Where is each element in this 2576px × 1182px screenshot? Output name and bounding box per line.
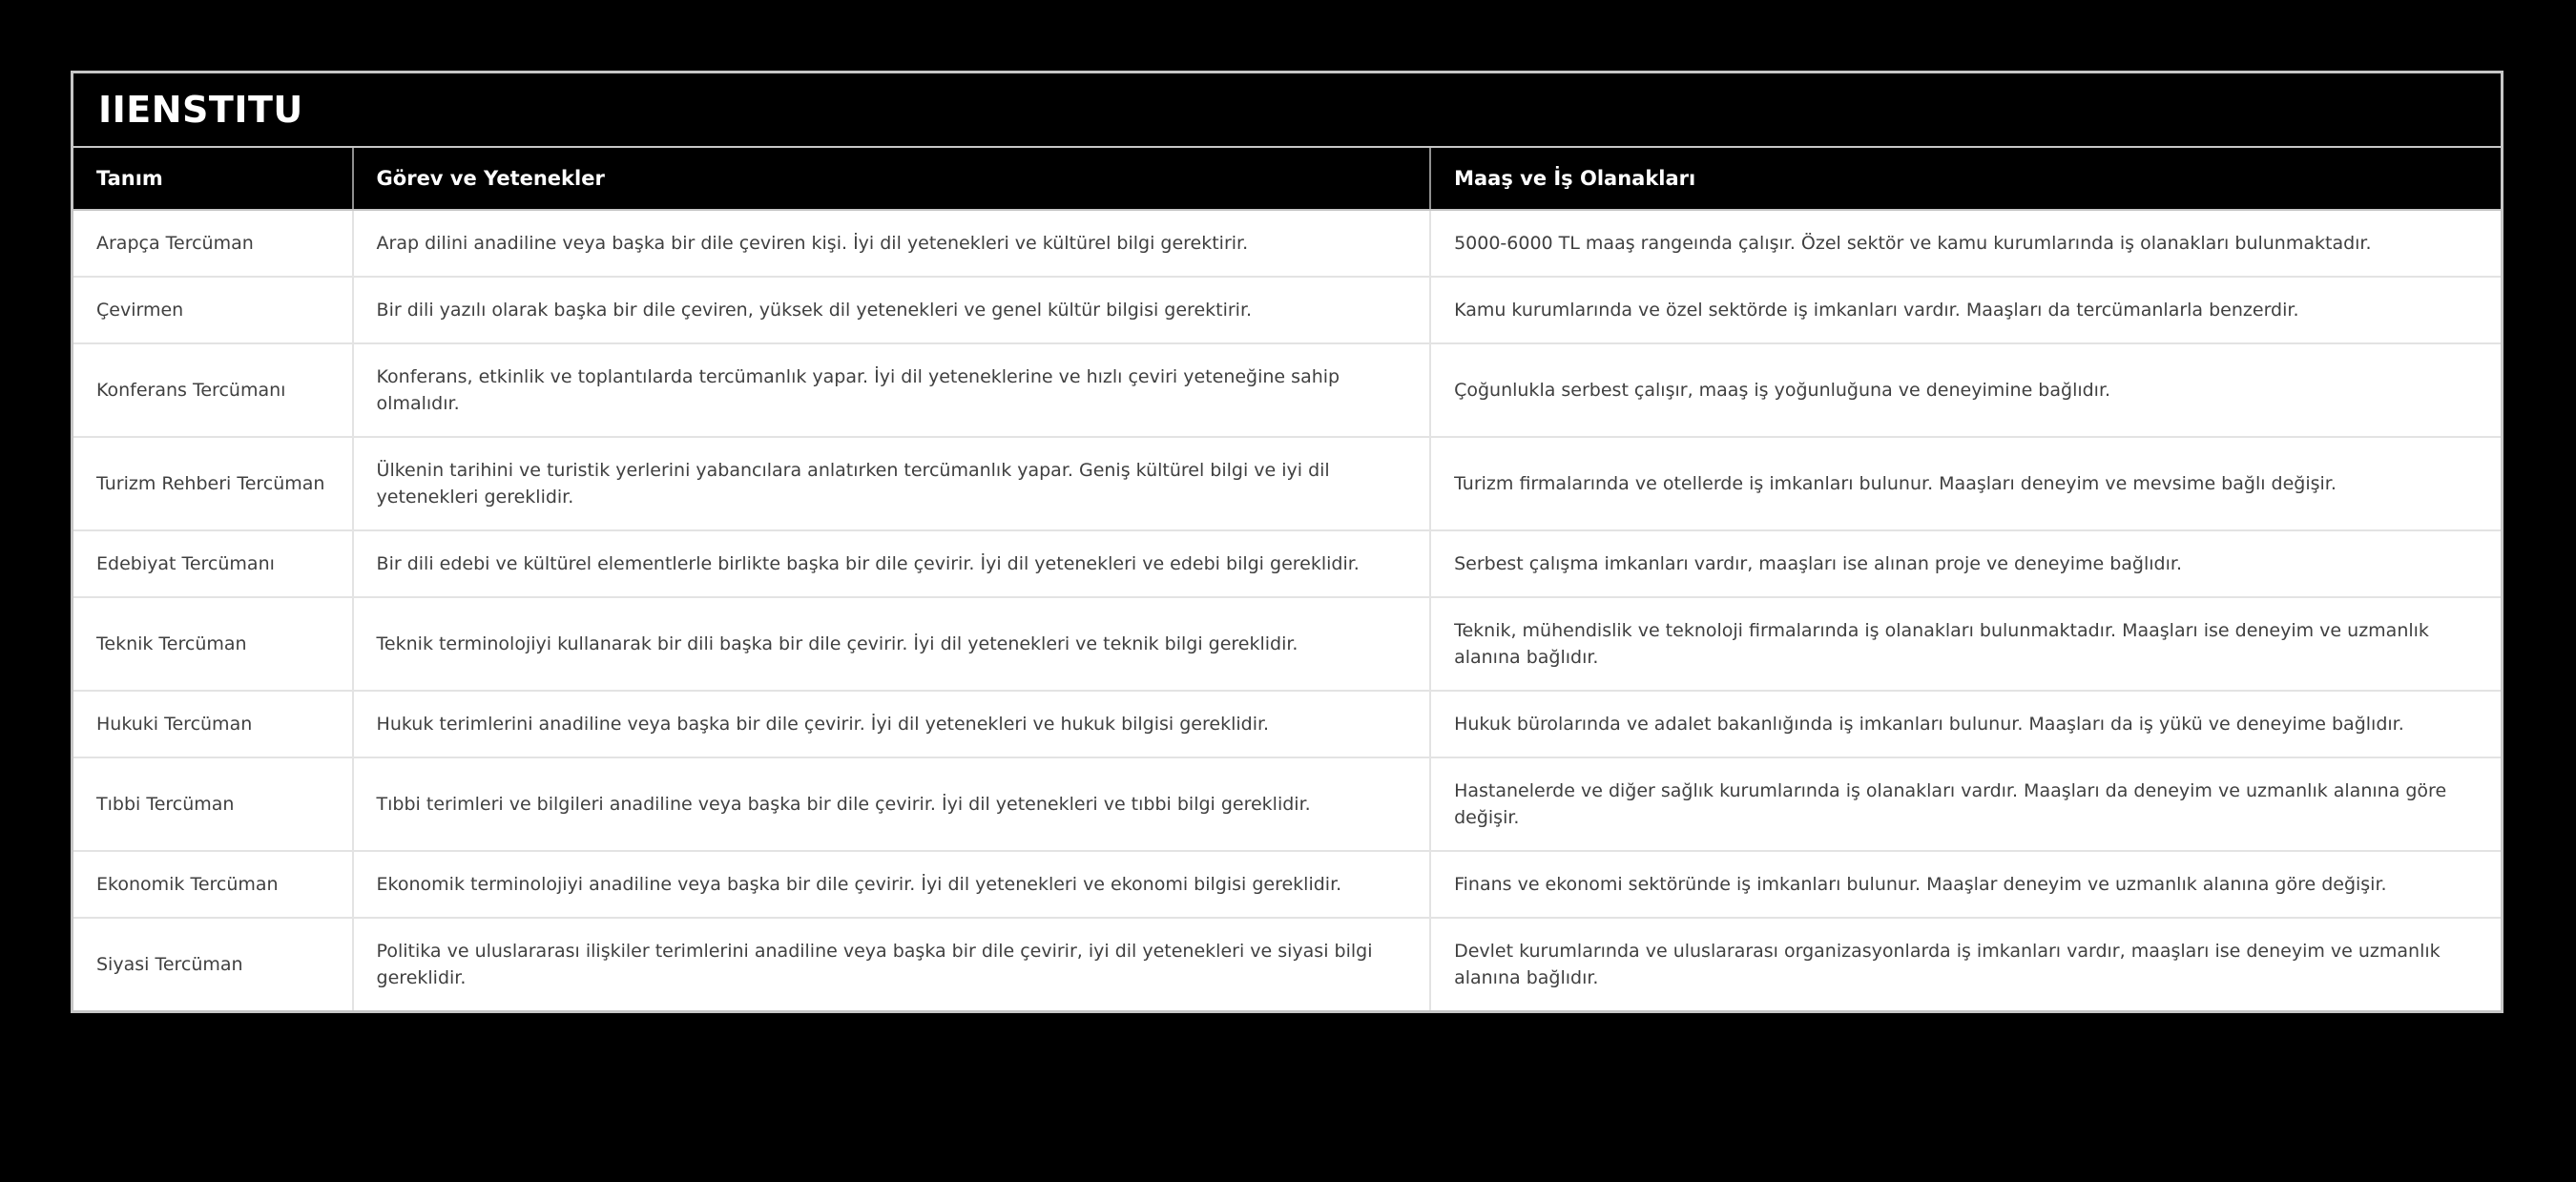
table-row [73,210,2501,277]
cell-maas: Hukuk bürolarında ve adalet bakanlığında iş imkanları bulunur. Maaşları da iş yükü ve deneyime bağlıdır. [1430,691,2501,757]
cell-tanim: Hukuki Tercüman [73,691,353,757]
header-row [73,148,2501,210]
table-row [73,691,2501,757]
cell-tanim: Siyasi Tercüman [73,918,353,1010]
table-row [73,597,2501,691]
cell-maas: Turizm firmalarında ve otellerde iş imkanları bulunur. Maaşları deneyim ve mevsime bağlı değişir. [1430,437,2501,530]
cell-gorev: Konferans, etkinlik ve toplantılarda tercümanlık yapar. İyi dil yeteneklerine ve hızlı çeviri yeteneğine sahip olmalıdır. [353,343,1431,437]
cell-gorev: Teknik terminolojiyi kullanarak bir dili başka bir dile çevirir. İyi dil yetenekleri ve teknik bilgi gereklidir. [353,597,1431,691]
cell-maas: Teknik, mühendislik ve teknoloji firmalarında iş olanakları bulunmaktadır. Maaşları ise deneyim ve uzmanlık alanına bağlıdır. [1430,597,2501,691]
table-row [73,437,2501,530]
cell-maas: Hastanelerde ve diğer sağlık kurumlarında iş olanakları vardır. Maaşları da deneyim ve uzmanlık alanına göre değişir. [1430,757,2501,851]
brand-title: IIENSTITU [98,89,303,131]
table-row [73,757,2501,851]
cell-tanim: Turizm Rehberi Tercüman [73,437,353,530]
cell-gorev: Bir dili yazılı olarak başka bir dile çeviren, yüksek dil yetenekleri ve genel kültür bilgisi gerektirir. [353,277,1431,343]
cell-maas: Serbest çalışma imkanları vardır, maaşları ise alınan proje ve deneyime bağlıdır. [1430,530,2501,597]
cell-tanim: Ekonomik Tercüman [73,851,353,918]
cell-gorev: Ülkenin tarihini ve turistik yerlerini yabancılara anlatırken tercümanlık yapar. Geniş kültürel bilgi ve iyi dil yetenekleri gereklidir. [353,437,1431,530]
cell-gorev: Bir dili edebi ve kültürel elementlerle birlikte başka bir dile çevirir. İyi dil yetenekleri ve edebi bilgi gereklidir. [353,530,1431,597]
cell-tanim: Konferans Tercümanı [73,343,353,437]
cell-maas: Çoğunlukla serbest çalışır, maaş iş yoğunluğuna ve deneyimine bağlıdır. [1430,343,2501,437]
column-header-maas: Maaş ve İş Olanakları [1430,148,2501,210]
table-card [71,71,2503,1013]
cell-tanim: Tıbbi Tercüman [73,757,353,851]
table-row [73,343,2501,437]
table-row [73,851,2501,918]
cell-tanim: Arapça Tercüman [73,210,353,277]
title-bar [73,73,2501,148]
table-row [73,530,2501,597]
cell-maas: Kamu kurumlarında ve özel sektörde iş imkanları vardır. Maaşları da tercümanlarla benzerdir. [1430,277,2501,343]
cell-gorev: Tıbbi terimleri ve bilgileri anadiline veya başka bir dile çevirir. İyi dil yetenekleri ve tıbbi bilgi gereklidir. [353,757,1431,851]
cell-maas: Finans ve ekonomi sektöründe iş imkanları bulunur. Maaşlar deneyim ve uzmanlık alanına göre değişir. [1430,851,2501,918]
cell-gorev: Ekonomik terminolojiyi anadiline veya başka bir dile çevirir. İyi dil yetenekleri ve ekonomi bilgisi gereklidir. [353,851,1431,918]
table-body [73,210,2501,1010]
cell-tanim: Edebiyat Tercümanı [73,530,353,597]
table-row [73,918,2501,1010]
cell-gorev: Hukuk terimlerini anadiline veya başka bir dile çevirir. İyi dil yetenekleri ve hukuk bilgisi gereklidir. [353,691,1431,757]
column-header-tanim: Tanım [73,148,353,210]
cell-tanim: Çevirmen [73,277,353,343]
cell-gorev: Politika ve uluslararası ilişkiler terimlerini anadiline veya başka bir dile çevirir, iyi dil yetenekleri ve siyasi bilgi gereklidir. [353,918,1431,1010]
column-header-gorev: Görev ve Yetenekler [353,148,1431,210]
cell-tanim: Teknik Tercüman [73,597,353,691]
cell-maas: Devlet kurumlarında ve uluslararası organizasyonlarda iş imkanları vardır, maaşları ise deneyim ve uzmanlık alanına bağlıdır. [1430,918,2501,1010]
translator-jobs-table [73,148,2501,1010]
cell-maas: 5000-6000 TL maaş rangeında çalışır. Özel sektör ve kamu kurumlarında iş olanakları bulunmaktadır. [1430,210,2501,277]
table-row [73,277,2501,343]
cell-gorev: Arap dilini anadiline veya başka bir dile çeviren kişi. İyi dil yetenekleri ve kültürel bilgi gerektirir. [353,210,1431,277]
